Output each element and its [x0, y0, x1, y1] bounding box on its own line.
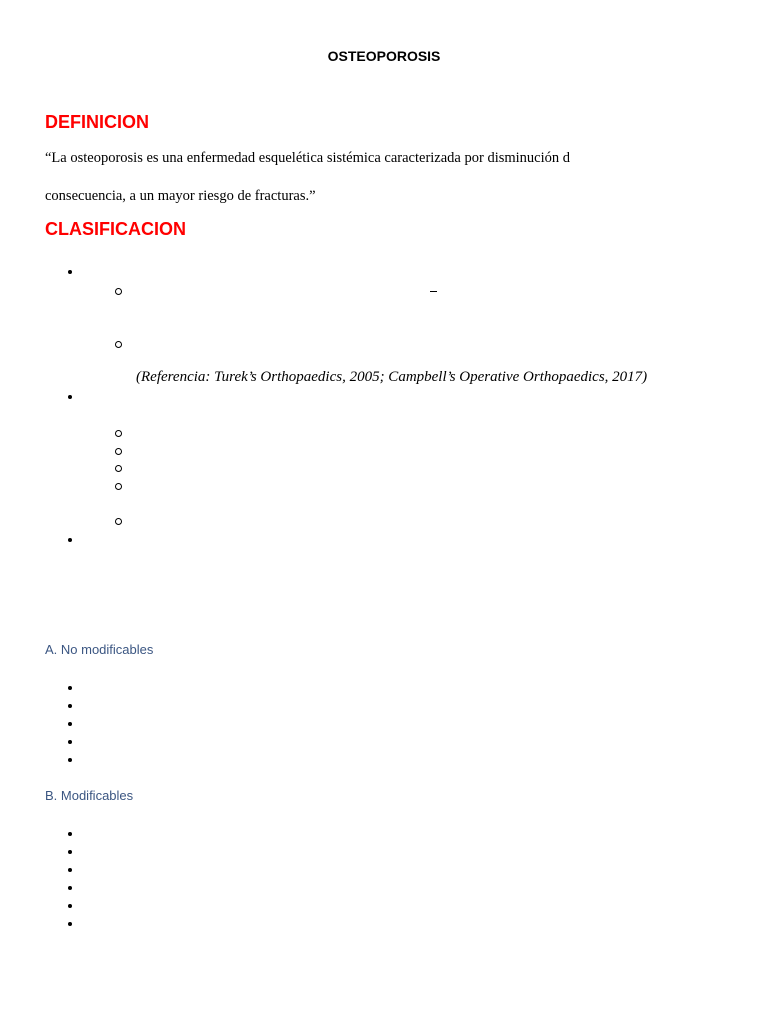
- list-bullet: [68, 395, 72, 399]
- definicion-heading: DEFINICION: [45, 112, 150, 132]
- clasificacion-heading: CLASIFICACION: [45, 219, 186, 239]
- no-modificables-heading: A. No modificables: [45, 642, 154, 657]
- list-bullet: [68, 832, 72, 836]
- sublist-bullet: [115, 341, 122, 348]
- sublist-bullet: [115, 288, 122, 295]
- document-title: OSTEOPOROSIS: [327, 48, 441, 64]
- sublist-bullet: [115, 430, 122, 437]
- list-bullet: [68, 704, 72, 708]
- list-bullet: [68, 270, 72, 274]
- list-bullet: [68, 904, 72, 908]
- definicion-text-line-1: “La osteoporosis es una enfermedad esquelética sistémica caracterizada por disminución d: [45, 150, 571, 166]
- list-bullet: [68, 850, 72, 854]
- list-bullet: [68, 922, 72, 926]
- list-bullet: [68, 722, 72, 726]
- list-bullet: [68, 758, 72, 762]
- list-bullet: [68, 886, 72, 890]
- list-bullet: [68, 740, 72, 744]
- referencia-text: (Referencia: Turek’s Orthopaedics, 2005; Campbell’s Operative Orthopaedics, 2017): [136, 369, 648, 385]
- sublist-bullet: [115, 483, 122, 490]
- list-bullet: [68, 686, 72, 690]
- definicion-text-line-2: consecuencia, a un mayor riesgo de fracturas.”: [45, 188, 316, 204]
- dash-mark: [430, 291, 437, 292]
- modificables-heading: B. Modificables: [45, 788, 134, 803]
- sublist-bullet: [115, 448, 122, 455]
- list-bullet: [68, 868, 72, 872]
- list-bullet: [68, 538, 72, 542]
- sublist-bullet: [115, 465, 122, 472]
- sublist-bullet: [115, 518, 122, 525]
